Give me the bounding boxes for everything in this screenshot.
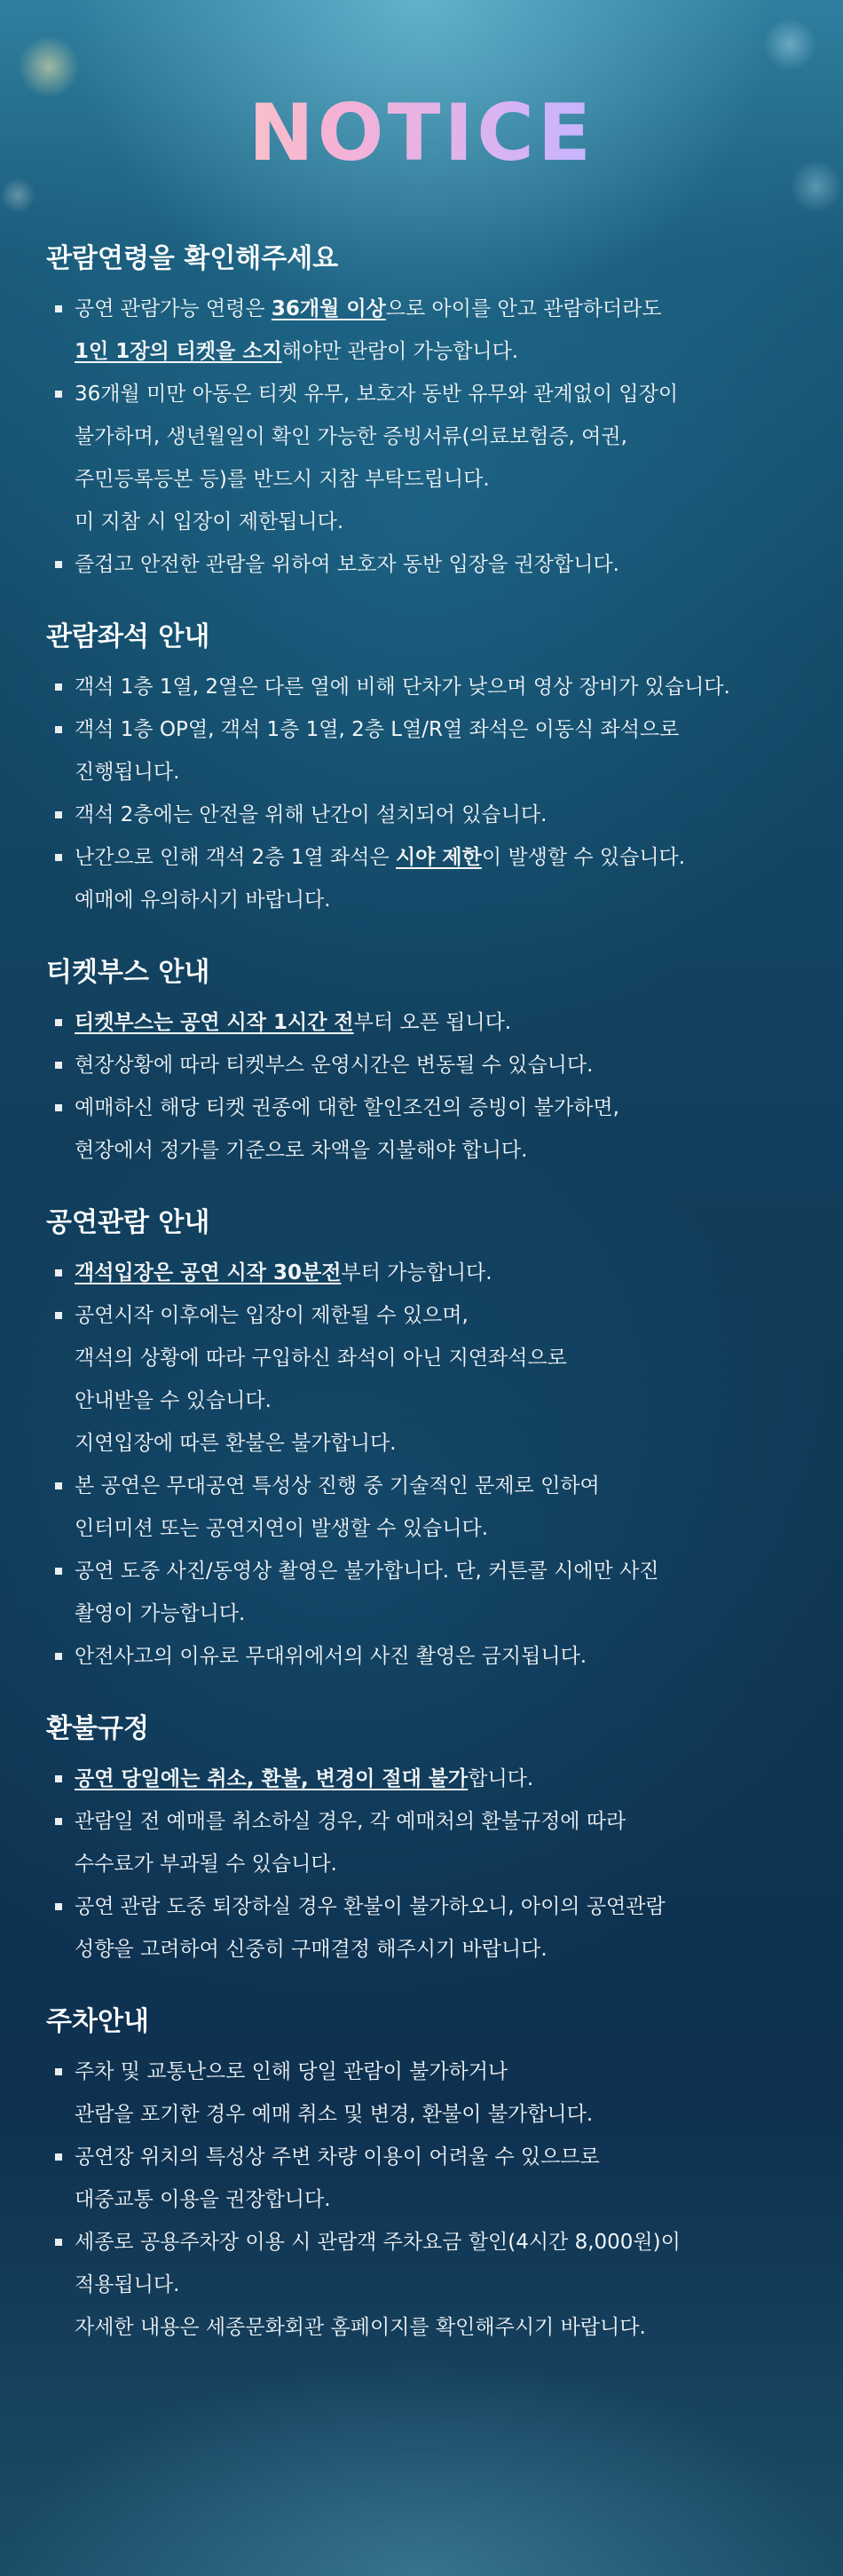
item-text: 합니다. bbox=[468, 1767, 534, 1790]
square-bullet-icon bbox=[55, 1312, 62, 1319]
list-item bbox=[46, 666, 809, 708]
square-bullet-icon bbox=[55, 726, 62, 733]
item-line bbox=[75, 543, 809, 586]
list-item bbox=[46, 543, 809, 586]
list-item bbox=[46, 288, 809, 373]
item-line bbox=[75, 373, 809, 415]
item-line bbox=[75, 2136, 809, 2178]
list-item bbox=[46, 1044, 809, 1087]
item-line bbox=[75, 1294, 809, 1337]
emphasis-text: 36개월 이상 bbox=[271, 297, 386, 320]
list-item bbox=[46, 1087, 809, 1172]
item-text: 공연 도중 사진/동영상 촬영은 불가합니다. 단, 커튼콜 시에만 사진 bbox=[75, 1560, 659, 1583]
section-title: 관람연령을 확인해주세요 bbox=[46, 243, 339, 274]
item-text: 수수료가 부과될 수 있습니다. bbox=[75, 1853, 337, 1876]
item-line bbox=[75, 501, 809, 543]
list-item bbox=[46, 373, 809, 543]
item-line bbox=[75, 2178, 809, 2221]
item-line bbox=[75, 415, 809, 458]
emphasis-text: 객석입장은 공연 시작 30분전 bbox=[75, 1261, 342, 1284]
section-title: 환불규정 bbox=[46, 1713, 149, 1744]
item-line bbox=[75, 2264, 809, 2306]
square-bullet-icon bbox=[55, 1269, 62, 1276]
item-line bbox=[75, 1044, 809, 1087]
light-bokeh bbox=[763, 18, 816, 71]
item-line bbox=[75, 1422, 809, 1465]
list-item bbox=[46, 1294, 809, 1465]
item-text: 본 공연은 무대공연 특성상 진행 중 기술적인 문제로 인하여 bbox=[75, 1474, 600, 1497]
item-text: 공연 관람가능 연령은 bbox=[75, 297, 272, 320]
item-line bbox=[75, 1885, 809, 1928]
emphasis-text: 공연 당일에는 취소, 환불, 변경이 절대 불가 bbox=[75, 1767, 469, 1790]
notice-section bbox=[46, 1204, 809, 1678]
square-bullet-icon bbox=[55, 684, 62, 691]
list-item bbox=[46, 708, 809, 794]
section-title: 관람좌석 안내 bbox=[46, 621, 210, 652]
item-line bbox=[75, 836, 809, 879]
item-text: 객석 2층에는 안전을 위해 난간이 설치되어 있습니다. bbox=[75, 803, 548, 826]
item-text: 자세한 내용은 세종문화회관 홈페이지를 확인해주시기 바랍니다. bbox=[75, 2316, 646, 2339]
item-line bbox=[75, 1507, 809, 1550]
square-bullet-icon bbox=[55, 2068, 62, 2075]
list-item bbox=[46, 2221, 809, 2349]
item-text: 불가하며, 생년월일이 확인 가능한 증빙서류(의료보험증, 여권, bbox=[75, 425, 627, 448]
list-item bbox=[46, 1800, 809, 1885]
item-line bbox=[75, 2221, 809, 2264]
list-item bbox=[46, 836, 809, 921]
notice-list bbox=[46, 288, 809, 586]
item-line bbox=[75, 1592, 809, 1635]
emphasis-text: 시야 제한 bbox=[395, 846, 482, 869]
square-bullet-icon bbox=[55, 1568, 62, 1575]
item-line bbox=[75, 2051, 809, 2093]
item-line bbox=[75, 1252, 809, 1294]
item-text: 관람일 전 예매를 취소하실 경우, 각 예매처의 환불규정에 따라 bbox=[75, 1810, 626, 1833]
item-text: 난간으로 인해 객석 2층 1열 좌석은 bbox=[75, 846, 396, 869]
list-item bbox=[46, 2051, 809, 2136]
item-text: 즐겁고 안전한 관람을 위하여 보호자 동반 입장을 권장합니다. bbox=[75, 553, 619, 576]
item-text: 안전사고의 이유로 무대위에서의 사진 촬영은 금지됩니다. bbox=[75, 1645, 587, 1668]
square-bullet-icon bbox=[55, 1903, 62, 1910]
item-line bbox=[75, 288, 809, 330]
section-title: 공연관람 안내 bbox=[46, 1207, 210, 1238]
item-text: 인터미션 또는 공연지연이 발생할 수 있습니다. bbox=[75, 1517, 489, 1540]
item-text: 공연 관람 도중 퇴장하실 경우 환불이 불가하오니, 아이의 공연관람 bbox=[75, 1895, 666, 1918]
item-line bbox=[75, 794, 809, 836]
item-text: 객석 1층 OP열, 객석 1층 1열, 2층 L열/R열 좌석은 이동식 좌석으로 bbox=[75, 718, 680, 741]
square-bullet-icon bbox=[55, 1482, 62, 1489]
light-bokeh bbox=[0, 178, 35, 213]
list-item bbox=[46, 1252, 809, 1294]
item-line bbox=[75, 1635, 809, 1678]
notice-list bbox=[46, 1758, 809, 1971]
notice-list bbox=[46, 2051, 809, 2349]
square-bullet-icon bbox=[55, 2239, 62, 2246]
notice-section bbox=[46, 1710, 809, 1971]
item-text: 대중교통 이용을 권장합니다. bbox=[75, 2188, 331, 2211]
list-item bbox=[46, 794, 809, 836]
section-title: 주차안내 bbox=[46, 2006, 149, 2037]
notice-list bbox=[46, 666, 809, 921]
item-text: 주차 및 교통난으로 인해 당일 관람이 불가하거나 bbox=[75, 2060, 508, 2083]
item-text: 성향을 고려하여 신중히 구매결정 해주시기 바랍니다. bbox=[75, 1938, 548, 1961]
item-text: 지연입장에 따른 환불은 불가합니다. bbox=[75, 1432, 397, 1455]
item-text: 관람을 포기한 경우 예매 취소 및 변경, 환불이 불가합니다. bbox=[75, 2103, 594, 2126]
notice-section bbox=[46, 2003, 809, 2349]
square-bullet-icon bbox=[55, 1818, 62, 1825]
item-text: 예매하신 해당 티켓 권종에 대한 할인조건의 증빙이 불가하면, bbox=[75, 1096, 619, 1119]
item-text: 이 발생할 수 있습니다. bbox=[481, 846, 686, 869]
item-text: 으로 아이를 안고 관람하더라도 bbox=[385, 297, 662, 320]
item-text: 세종로 공용주차장 이용 시 관람객 주차요금 할인(4시간 8,000원)이 bbox=[75, 2231, 681, 2254]
item-line bbox=[75, 2306, 809, 2349]
emphasis-text: 티켓부스는 공연 시작 1시간 전 bbox=[75, 1011, 354, 1034]
item-line bbox=[75, 1379, 809, 1422]
square-bullet-icon bbox=[55, 1104, 62, 1111]
notice-section bbox=[46, 240, 809, 586]
item-line bbox=[75, 1465, 809, 1507]
item-text: 공연장 위치의 특성상 주변 차량 이용이 어려울 수 있으므로 bbox=[75, 2145, 600, 2169]
item-line bbox=[75, 1928, 809, 1971]
notice-section bbox=[46, 953, 809, 1172]
square-bullet-icon bbox=[55, 1775, 62, 1782]
item-text: 안내받을 수 있습니다. bbox=[75, 1389, 272, 1412]
item-text: 객석의 상황에 따라 구입하신 좌석이 아닌 지연좌석으로 bbox=[75, 1347, 567, 1370]
item-text: 부터 가능합니다. bbox=[341, 1261, 492, 1284]
item-line bbox=[75, 1800, 809, 1843]
item-text: 주민등록등본 등)를 반드시 지참 부탁드립니다. bbox=[75, 468, 490, 491]
notice-list bbox=[46, 1001, 809, 1172]
list-item bbox=[46, 1550, 809, 1635]
item-text: 적용됩니다. bbox=[75, 2273, 180, 2296]
item-line bbox=[75, 1758, 809, 1800]
square-bullet-icon bbox=[55, 305, 62, 312]
item-line bbox=[75, 1087, 809, 1129]
notice-section bbox=[46, 618, 809, 921]
item-line bbox=[75, 1550, 809, 1592]
item-text: 36개월 미만 아동은 티켓 유무, 보호자 동반 유무와 관계없이 입장이 bbox=[75, 383, 679, 406]
item-line bbox=[75, 458, 809, 501]
square-bullet-icon bbox=[55, 1019, 62, 1026]
item-line bbox=[75, 666, 809, 708]
item-text: 현장상황에 따라 티켓부스 운영시간은 변동될 수 있습니다. bbox=[75, 1054, 594, 1077]
list-item bbox=[46, 2136, 809, 2221]
item-text: 부터 오픈 됩니다. bbox=[353, 1011, 512, 1034]
square-bullet-icon bbox=[55, 1653, 62, 1660]
square-bullet-icon bbox=[55, 391, 62, 398]
item-text: 예매에 유의하시기 바랍니다. bbox=[75, 889, 331, 912]
item-text: 촬영이 가능합니다. bbox=[75, 1602, 246, 1625]
notice-content bbox=[46, 240, 809, 2381]
item-text: 해야만 관람이 가능합니다. bbox=[281, 340, 519, 363]
item-line bbox=[75, 2093, 809, 2136]
emphasis-text: 1인 1장의 티켓을 소지 bbox=[75, 340, 282, 363]
list-item bbox=[46, 1885, 809, 1971]
item-text: 공연시작 이후에는 입장이 제한될 수 있으며, bbox=[75, 1304, 469, 1327]
square-bullet-icon bbox=[55, 2153, 62, 2161]
square-bullet-icon bbox=[55, 1062, 62, 1069]
item-line bbox=[75, 1843, 809, 1885]
square-bullet-icon bbox=[55, 561, 62, 568]
item-text: 객석 1층 1열, 2열은 다른 열에 비해 단차가 낮으며 영상 장비가 있습니다. bbox=[75, 676, 730, 699]
list-item bbox=[46, 1635, 809, 1678]
item-line bbox=[75, 1001, 809, 1044]
list-item bbox=[46, 1758, 809, 1800]
item-line bbox=[75, 1129, 809, 1172]
item-line bbox=[75, 1337, 809, 1379]
item-text: 현장에서 정가를 기준으로 차액을 지불해야 합니다. bbox=[75, 1139, 528, 1162]
list-item bbox=[46, 1001, 809, 1044]
item-text: 미 지참 시 입장이 제한됩니다. bbox=[75, 510, 344, 533]
notice-list bbox=[46, 1252, 809, 1678]
item-line bbox=[75, 751, 809, 794]
section-title: 티켓부스 안내 bbox=[46, 957, 210, 988]
square-bullet-icon bbox=[55, 811, 62, 818]
notice-logo: NOTICE bbox=[0, 89, 843, 178]
item-line bbox=[75, 708, 809, 751]
item-line bbox=[75, 879, 809, 921]
item-text: 진행됩니다. bbox=[75, 761, 180, 784]
list-item bbox=[46, 1465, 809, 1550]
item-line bbox=[75, 330, 809, 373]
square-bullet-icon bbox=[55, 854, 62, 861]
